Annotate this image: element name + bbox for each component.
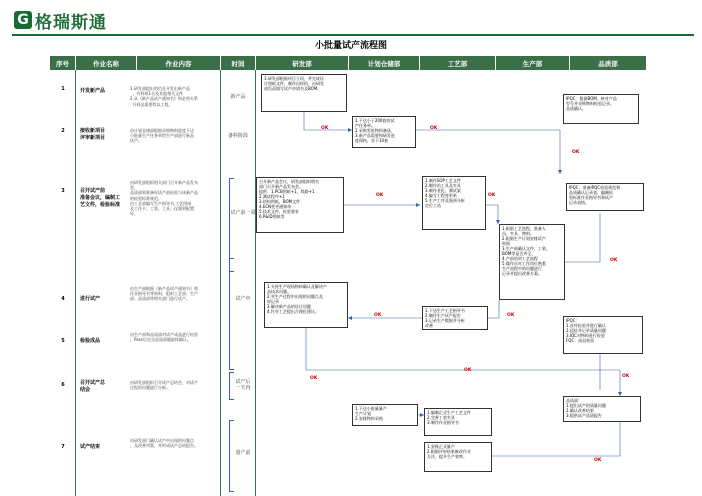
qa-standard-box: IPQC：准备IPQC检验规范和 品质确认记录表，编制检 验标准作业指导书和试产 记录表格。 bbox=[566, 183, 644, 211]
ok-label: OK bbox=[622, 374, 630, 379]
col-header-pe: 工艺部 bbox=[420, 56, 495, 70]
logo-mark: G bbox=[14, 11, 32, 29]
mfg-mass-box: 1.安排正式量产 2.根据评审结果修改作业 方法，提升生产效率。 bbox=[424, 442, 492, 472]
row-seq: 2 bbox=[61, 128, 65, 134]
row-stage: 试产结束 bbox=[80, 444, 101, 450]
col-header-content: 作业内容 bbox=[137, 56, 220, 70]
ok-label: OK bbox=[374, 313, 382, 318]
row-seq: 7 bbox=[61, 444, 65, 450]
row-time: 量产前 bbox=[235, 450, 251, 456]
ok-label: OK bbox=[321, 126, 329, 131]
ok-label: OK bbox=[310, 376, 318, 381]
pe-formal-box: 1.编制正式生产工艺文件 2.完善工装夹具 3.制作作业指导书 bbox=[424, 408, 492, 436]
pe-docs-box: 1.制作SOP工艺文件 2.制作治工具及夹具 3.制作老化、测试架 4.编写工程变更单 5.生产工序及瓶颈分析 定位工站 bbox=[422, 176, 486, 230]
row-time: 新产品 bbox=[230, 94, 246, 100]
row-stage: 检验成品 bbox=[80, 338, 101, 344]
row-time: 试产后 一天内 bbox=[235, 379, 251, 391]
ok-label: OK bbox=[594, 458, 602, 463]
ok-label: OK bbox=[464, 368, 472, 373]
row-seq: 6 bbox=[61, 382, 65, 388]
ok-label: OK bbox=[430, 126, 438, 131]
row-seq: 3 bbox=[61, 188, 65, 194]
col-header-rd: 研发部 bbox=[256, 56, 348, 70]
mfg-prepare-box: 1.根据工艺流程，准备人 员、夹具、物料。 2.根据生产计划安排试产 时间 3.生产前确认文件、工装、 BOM等是否齐全。 4.产前培训工艺流程 5.操作员对工作岗位熟悉 生产流程中的问题进行 记录并提出改善方案。 bbox=[499, 224, 565, 300]
ok-label: OK bbox=[376, 193, 384, 198]
plan-task-box: 1.下达小于200套的试 产任务单。 2.采购零星物料备货。 3.新产品需要和研发进 度保持，首下10套 bbox=[352, 116, 416, 148]
row-stage: 召开试产前 准备会议，编制工 艺文件，检验标准 bbox=[80, 188, 121, 208]
row-content: 由研发部门确认试产中出现的问题点 ，及改善对策，并形成试产总结报告。 bbox=[130, 438, 198, 449]
rd-initiate-box: 1.研发部根据项目立项，并完成设 计图纸文件，制作出样机，由研发 部负责填写试产申请书及BOM。 bbox=[261, 74, 347, 112]
row-stage: 开发新产品 bbox=[80, 88, 106, 94]
plan-mass-box: 1.下达小批量量产 生产计划 2.安排物料采购 bbox=[352, 404, 418, 426]
row-time: 试产前一周 bbox=[230, 210, 256, 216]
row-stage: 接收新项目 评审新项目 bbox=[80, 128, 106, 141]
col-header-mfg: 生产部 bbox=[496, 56, 569, 70]
row-stage: 召开试产总 结会 bbox=[80, 380, 106, 393]
ok-label: OK bbox=[488, 193, 496, 198]
ok-label: OK bbox=[507, 313, 515, 318]
row-content: 1.研发部提出的信息开发出新产品 ，有样机1台及其他相关文件 2.从《新产品试产通知书》和必须关系 开样品需要给以工程。 bbox=[130, 86, 198, 107]
row-content: 由生产部根据《新产品试产通知书》和 作业指导书等资料，组织工艺部、生产 部、品质部等相关部门进行试产。 bbox=[130, 286, 198, 302]
ok-label: OK bbox=[572, 150, 580, 155]
row-content: 由研发部组织相关部门召开新产品发布 会， 品质部须准备好试产前检验与该新产品 的检验标准规范。 由工艺部编写生产指导书,工艺图纸 及工作卡。工装、工具、仪器须配置 好。 bbox=[130, 180, 198, 217]
ok-label: OK bbox=[610, 258, 618, 263]
row-seq: 4 bbox=[61, 296, 65, 302]
row-seq: 5 bbox=[61, 338, 65, 344]
qa-inspect-box: IPQC： 1.首件检验并进行确认 2.巡检并记录质量问题 3.IQC对物料进行检验 FQC：成品检验 bbox=[563, 316, 643, 354]
rd-support-box: 1.支持生产现场物料确认及解决产 品技术问题。 2.对生产过程中出现的问题点及 时记录 3.解决新产品的设计问题 4.针对工艺提出合理化建议。 bbox=[264, 282, 348, 328]
row-content: 由生产部和品质部对试产成品进行检验 ，Pass后送交品质部做最终确认。 bbox=[130, 332, 198, 343]
rd-meeting-box: 召开新产品会议，研发部组织相关 部门召开新产品发布会。 提供：1.PCB图纸+1，线路+1 2.测试程序+1 3.结构图纸、BOM文件 4.ECN变更通知单 5.技术文件、检验要求 6.P&ID图纸等 bbox=[256, 177, 344, 233]
col-header-plan: 计划仓储部 bbox=[349, 56, 419, 70]
row-seq: 1 bbox=[61, 86, 65, 92]
col-header-qa: 品质部 bbox=[570, 56, 646, 70]
row-content: 由研发部组织召开试产总结会，对试产 过程的问题进行分析。 bbox=[130, 380, 198, 391]
qa-report-box: 品质部： 1.提出试产的质量问题 2.确认改善结果 3.提供试产品质报告 bbox=[563, 396, 641, 422]
row-time: 备料阶段 bbox=[227, 133, 248, 139]
page-title: 小批量试产流程图 bbox=[314, 41, 387, 51]
col-header-stage: 作业名称 bbox=[76, 56, 136, 70]
col-header-seq: 序号 bbox=[50, 56, 75, 70]
qa-iqc-box: IPQC：根据BOM，核对产品 型号并采购物料检验记录、 品质确认。 bbox=[563, 94, 639, 124]
row-stage: 进行试产 bbox=[80, 296, 101, 302]
logo-text: 格瑞斯通 bbox=[35, 12, 107, 33]
pe-guide-box: 1.下达生产工艺指导书 2.制作生产试产报告 3.记录生产数据并分析 改善 bbox=[422, 306, 488, 330]
col-header-time: 时间 bbox=[221, 56, 255, 70]
row-time: 试产中 bbox=[235, 296, 251, 302]
row-content: 由计划仓储部根据采购物料进度下达 小批量生产任务单给生产部进行新品 试产。 bbox=[130, 128, 194, 144]
